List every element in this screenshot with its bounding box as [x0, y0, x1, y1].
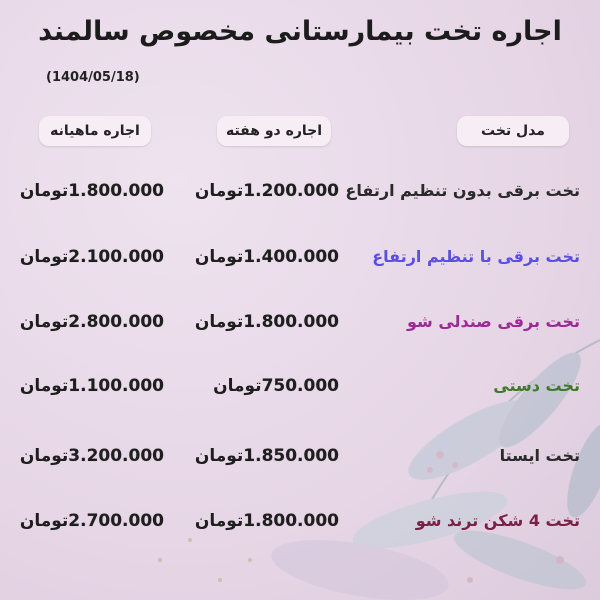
two-week-price-amount: 1.200.000: [243, 181, 339, 201]
monthly-price: [20, 307, 164, 337]
monthly-price-currency: تومان: [19, 376, 69, 396]
monthly-price-amount: 1.800.000: [68, 181, 164, 201]
two-week-price: [195, 307, 339, 337]
monthly-price: [20, 176, 164, 206]
monthly-price-currency: تومان: [19, 312, 69, 332]
two-week-price: [195, 441, 339, 471]
monthly-price-currency: تومان: [19, 446, 69, 466]
table-row: [0, 506, 600, 536]
monthly-price-amount: 2.800.000: [68, 312, 164, 332]
bed-model-name: تخت برقی بدون تنظیم ارتفاع: [345, 181, 580, 200]
two-week-price: [195, 506, 339, 536]
two-week-price-currency: تومان: [194, 312, 244, 332]
monthly-price-currency: تومان: [19, 511, 69, 531]
two-week-price-amount: 1.400.000: [243, 247, 339, 267]
table-row: [0, 307, 600, 337]
header-monthly-rent: اجاره ماهیانه: [39, 116, 151, 146]
monthly-price-currency: تومان: [19, 247, 69, 267]
monthly-price: [20, 506, 164, 536]
monthly-price-amount: 1.100.000: [68, 376, 164, 396]
two-week-price-currency: تومان: [194, 247, 244, 267]
table-row: [0, 242, 600, 272]
bed-model-name: تخت ایستا: [499, 446, 580, 465]
two-week-price-amount: 1.800.000: [243, 511, 339, 531]
two-week-price-amount: 1.850.000: [243, 446, 339, 466]
monthly-price: [20, 441, 164, 471]
monthly-price-amount: 3.200.000: [68, 446, 164, 466]
price-date: (1404/05/18): [46, 70, 140, 85]
header-two-week-rent: اجاره دو هفته: [217, 116, 331, 146]
two-week-price: [195, 242, 339, 272]
two-week-price-currency: تومان: [213, 376, 262, 396]
page-title: اجاره تخت بیمارستانی مخصوص سالمند: [38, 16, 562, 47]
bed-model-name: تخت برقی با تنظیم ارتفاع: [372, 247, 580, 266]
table-row: [0, 371, 600, 401]
monthly-price-currency: تومان: [19, 181, 69, 201]
two-week-price-currency: تومان: [194, 181, 244, 201]
two-week-price-amount: 750.000: [261, 376, 339, 396]
bed-model-name: تخت برقی صندلی شو: [406, 312, 580, 331]
monthly-price: [20, 242, 164, 272]
two-week-price-amount: 1.800.000: [243, 312, 339, 332]
table-row: [0, 441, 600, 471]
header-bed-model: مدل تخت: [457, 116, 569, 146]
monthly-price: [20, 371, 164, 401]
monthly-price-amount: 2.700.000: [68, 511, 164, 531]
two-week-price: [195, 176, 339, 206]
two-week-price-currency: تومان: [194, 511, 244, 531]
bed-model-name: تخت دستی: [493, 376, 580, 395]
table-row: [0, 176, 600, 206]
monthly-price-amount: 2.100.000: [68, 247, 164, 267]
two-week-price: [213, 371, 339, 401]
bed-model-name: تخت 4 شکن ترند شو: [415, 511, 580, 530]
two-week-price-currency: تومان: [194, 446, 244, 466]
